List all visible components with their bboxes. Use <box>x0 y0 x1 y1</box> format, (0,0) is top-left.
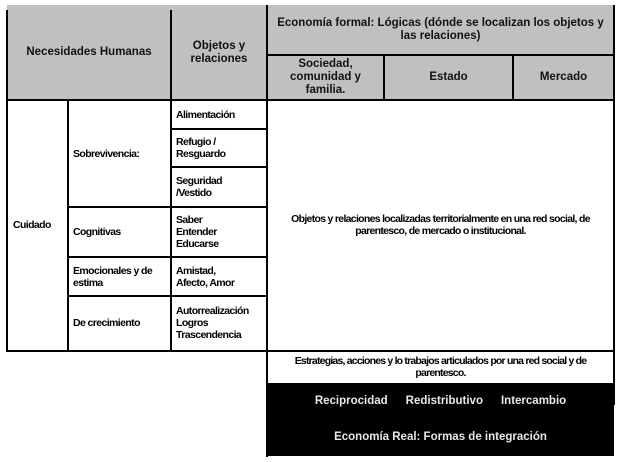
divider-items-left <box>170 100 172 352</box>
item-saber <box>171 207 267 257</box>
header-objetos-relaciones <box>171 5 267 100</box>
group-crecimiento <box>68 296 171 350</box>
form-intercambio: Intercambio <box>500 395 567 407</box>
merged-body-label: Objetos y relaciones localizadas territorialmente en una red social, de parentesco, de mercado o institucional. <box>291 213 590 237</box>
items-bottom-border <box>170 350 615 352</box>
table-bottom-border <box>6 350 172 352</box>
header-necesidades-humanas <box>7 5 171 100</box>
item-amistad <box>171 257 267 296</box>
item-autorrealizacion-label: Autorrealización Logros Trascendencia <box>176 305 249 341</box>
category-cuidado <box>7 100 68 350</box>
header-mercado <box>513 55 614 100</box>
border-right <box>613 5 615 405</box>
row-divider-1 <box>170 128 267 130</box>
divider-groups-left <box>67 100 69 350</box>
divider-economia-left <box>266 5 268 457</box>
border-left <box>6 10 8 352</box>
divider-objetos-left-hdr <box>170 10 172 100</box>
group-cognitivas <box>68 207 171 257</box>
item-refugio <box>171 129 267 167</box>
group-emocionales <box>68 257 171 296</box>
header-estado <box>384 55 513 100</box>
header-sociedad <box>267 55 384 100</box>
category-cuidado-label: Cuidado <box>13 219 51 231</box>
item-saber-label: Saber Entender Educarse <box>176 214 219 250</box>
row-divider-2 <box>170 166 267 168</box>
item-refugio-label: Refugio / Resguardo <box>176 136 226 160</box>
row-divider-5 <box>67 295 267 297</box>
header-economia-formal-label: Economía formal: Lógicas (dónde se localizan los objetos y las relaciones) <box>277 17 604 42</box>
group-emocionales-label: Emocionales y de estima <box>73 264 153 289</box>
item-amistad-label: Amistad, Afecto, Amor <box>176 264 235 289</box>
strategies-cell <box>267 351 614 383</box>
form-redistributivo: Redistributivo <box>405 395 483 407</box>
header-economia-formal <box>267 5 614 55</box>
integration-forms-row <box>267 390 614 412</box>
row-divider-4 <box>67 256 267 258</box>
header-bottom-border <box>6 99 615 101</box>
item-autorrealizacion <box>171 296 267 350</box>
economia-real-label-cell <box>267 426 614 448</box>
divider-estado-left <box>383 55 385 100</box>
economia-real-label: Economía Real: Formas de integración <box>334 431 547 443</box>
item-seguridad-label: Seguridad /Vestido <box>176 175 222 199</box>
divider-mercado-left <box>512 55 514 100</box>
item-alimentacion-label: Alimentación <box>176 108 235 121</box>
group-sobrevivencia <box>68 100 171 207</box>
header-objetos-label: Objetos y relaciones <box>190 39 248 65</box>
form-reciprocidad: Reciprocidad <box>314 395 388 407</box>
header-estado-label: Estado <box>429 71 468 83</box>
header-sociedad-label: Sociedad, comunidad y familia. <box>290 58 361 96</box>
row-divider-3 <box>67 206 267 208</box>
item-alimentacion <box>171 100 267 129</box>
group-cognitivas-label: Cognitivas <box>73 226 121 238</box>
header-mercado-label: Mercado <box>539 71 588 83</box>
group-sobrevivencia-label: Sobrevivencia: <box>73 147 140 160</box>
header-necesidades-label: Necesidades Humanas <box>26 46 152 58</box>
merged-body-text <box>267 100 614 350</box>
item-seguridad <box>171 167 267 207</box>
group-crecimiento-label: De crecimiento <box>73 317 140 329</box>
strategies-label: Estrategias, acciones y lo trabajos articulados por una red social y de parentesco. <box>294 355 587 379</box>
header-sub-divider <box>266 54 615 56</box>
